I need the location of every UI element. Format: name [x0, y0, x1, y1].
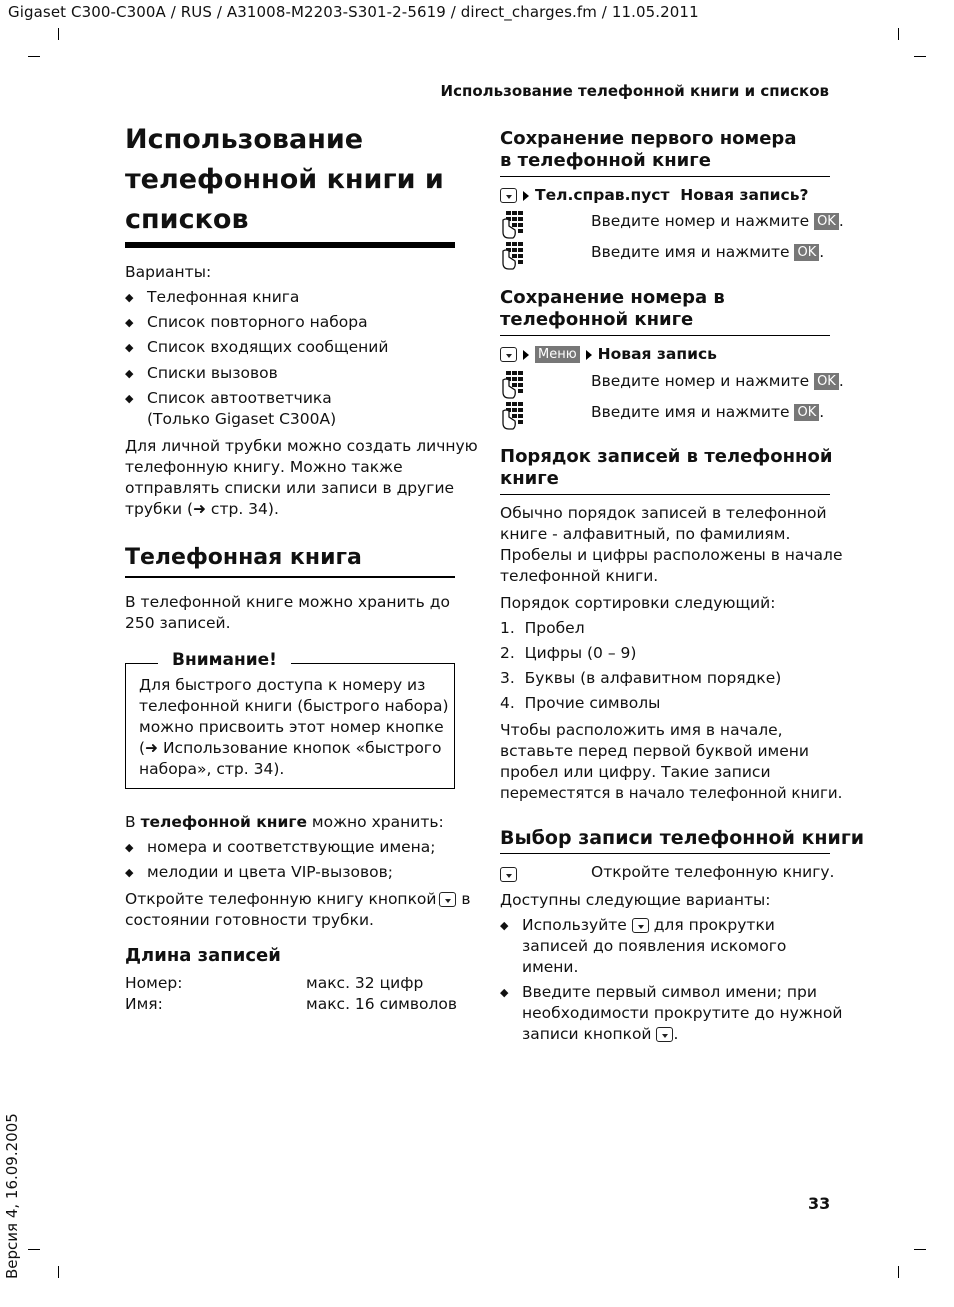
keypad-icon — [500, 370, 526, 400]
instruction-line: Откройте телефонную книгу. — [591, 863, 835, 881]
crop-mark — [914, 1249, 926, 1250]
open-phonebook-line: Откройте телефонную книгу кнопкой в — [125, 890, 471, 908]
crop-mark — [898, 28, 899, 40]
section-rule — [500, 853, 830, 854]
nav-key-icon — [500, 867, 517, 882]
crop-mark — [58, 1266, 59, 1278]
phonebook-heading: Телефонная книга — [125, 545, 362, 570]
section-rule — [125, 576, 455, 578]
intro-line: отправлять списки или записи в другие — [125, 479, 455, 497]
note-line: Для быстрого доступа к номеру из — [139, 676, 426, 694]
note-line: телефонной книги (быстрого набора) — [139, 697, 449, 715]
available-label: Доступны следующие варианты: — [500, 891, 771, 909]
order-heading: книге — [500, 468, 559, 489]
instruction-line: Введите номер и нажмите OK . — [591, 212, 844, 230]
sort-item: 4. Прочие символы — [500, 694, 661, 712]
length-value: макс. 16 символов — [306, 995, 458, 1013]
arrow-right-icon — [523, 350, 529, 360]
page-title-line-2: телефонной книги и — [125, 164, 444, 195]
instruction-line: Введите имя и нажмите OK . — [591, 403, 825, 421]
arrow-right-icon — [586, 350, 592, 360]
instruction-line: Введите имя и нажмите OK . — [591, 243, 825, 261]
intro-line: телефонную книгу. Можно также — [125, 458, 403, 476]
sort-label: Порядок сортировки следующий: — [500, 594, 776, 612]
order-heading: Порядок записей в телефонной — [500, 446, 833, 467]
order-text-line: Обычно порядок записей в телефонной — [500, 504, 827, 522]
sort-item: 1. Пробел — [500, 619, 585, 637]
ok-softkey: OK — [814, 213, 839, 230]
save-heading: телефонной книге — [500, 309, 694, 330]
section-rule — [500, 176, 830, 177]
version-side-text: Версия 4, 16.09.2005 — [3, 1113, 21, 1279]
ok-softkey: OK — [814, 373, 839, 390]
page-title-line-3: списков — [125, 204, 249, 235]
instruction-line: Введите номер и нажмите OK . — [591, 372, 844, 390]
keypad-icon — [500, 210, 526, 240]
tip-line: пробел или цифру. Такие записи — [500, 763, 771, 781]
length-heading: Длина записей — [125, 945, 281, 966]
nav-key-icon — [439, 892, 456, 907]
file-info-line: Gigaset C300-C300A / RUS / A31008-M2203-S301-2-5619 / direct_charges.fm / 11.05.2011 — [8, 3, 699, 21]
crop-mark — [58, 28, 59, 40]
title-rule — [125, 242, 455, 248]
sort-item: 2. Цифры (0 – 9) — [500, 644, 637, 662]
select-heading: Выбор записи телефонной книги — [500, 827, 865, 849]
running-title: Использование телефонной книги и списков — [440, 82, 829, 100]
note-title: Внимание! — [158, 650, 291, 670]
page-number: 33 — [808, 1194, 831, 1213]
order-text-line: телефонной книги. — [500, 567, 659, 585]
intro-line: Для личной трубки можно создать личную — [125, 437, 478, 455]
crop-mark — [914, 56, 926, 57]
menu-path: Тел.справ.пуст Новая запись? — [500, 185, 809, 205]
nav-key-icon — [632, 918, 649, 933]
section-rule — [500, 494, 830, 495]
length-label: Номер: — [125, 974, 183, 992]
keypad-icon — [500, 401, 526, 431]
open-phonebook-line: состоянии готовности трубки. — [125, 911, 374, 929]
length-label: Имя: — [125, 995, 163, 1013]
nav-key-icon — [656, 1027, 673, 1042]
variants-label: Варианты: — [125, 263, 212, 281]
nav-key-icon — [500, 188, 517, 203]
capacity-line: В телефонной книге можно хранить до — [125, 593, 450, 611]
capacity-line: 250 записей. — [125, 614, 231, 632]
ok-softkey: OK — [794, 404, 819, 421]
section-rule — [500, 335, 830, 336]
arrow-right-icon — [523, 191, 529, 201]
tip-line: переместятся в начало телефонной книги. — [500, 784, 843, 802]
crop-mark — [898, 1266, 899, 1278]
length-value: макс. 32 цифр — [306, 974, 424, 992]
page-title-line-1: Использование — [125, 124, 364, 155]
keypad-icon — [500, 241, 526, 271]
crop-mark — [28, 1249, 40, 1250]
sort-item: 3. Буквы (в алфавитном порядке) — [500, 669, 782, 687]
save-heading: Сохранение номера в — [500, 287, 725, 308]
order-text-line: книге - алфавитный, по фамилиям. — [500, 525, 791, 543]
save-first-heading: Сохранение первого номера — [500, 128, 797, 149]
menu-softkey: Меню — [535, 346, 580, 363]
tip-line: Чтобы расположить имя в начале, — [500, 721, 783, 739]
order-text-line: Пробелы и цифры расположены в начале — [500, 546, 843, 564]
save-first-heading: в телефонной книге — [500, 150, 711, 171]
note-line: набора», стр. 34). — [139, 760, 285, 778]
note-line: можно присвоить этот номер кнопке — [139, 718, 444, 736]
nav-key-icon — [500, 347, 517, 362]
ok-softkey: OK — [794, 244, 819, 261]
store-intro: В телефонной книге можно хранить: — [125, 813, 444, 831]
crop-mark — [28, 56, 40, 57]
tip-line: вставьте перед первой буквой имени — [500, 742, 809, 760]
note-line: (➜ Использование кнопок «быстрого — [139, 739, 442, 757]
menu-path: Меню Новая запись — [500, 344, 717, 364]
intro-line: трубки (➜ стр. 34). — [125, 500, 279, 518]
